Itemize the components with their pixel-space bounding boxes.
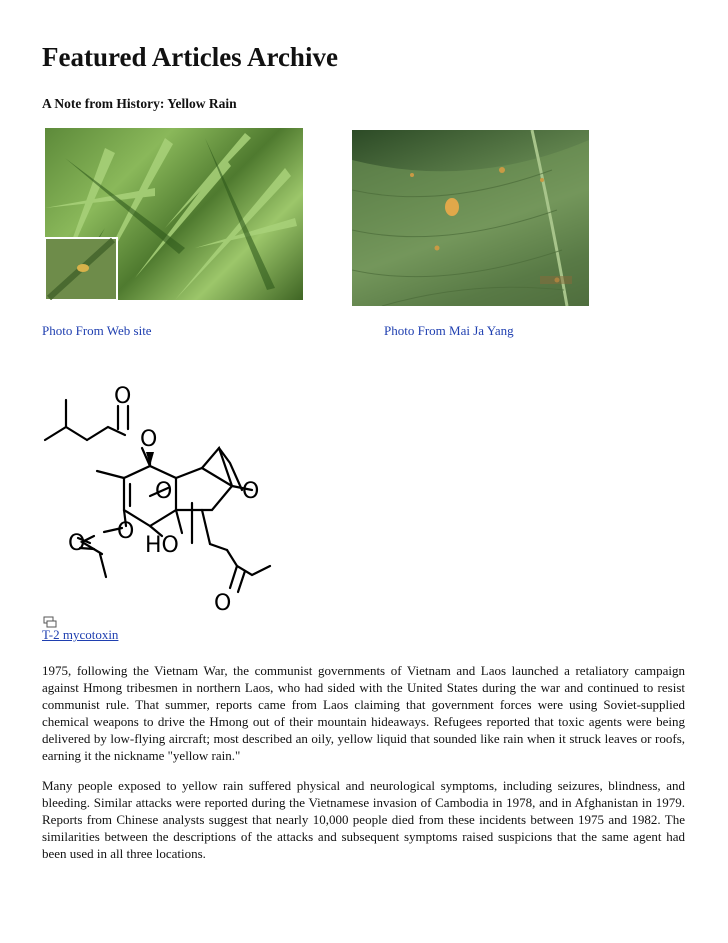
paragraph-1: 1975, following the Vietnam War, the communist governments of Vietnam and Laos launched a retaliatory campaign against Hmong tribesmen in northern Laos, who had sided with the United States during the war and continued to resist communist rule. That summer, reports came from Laos claiming that government forces were using Soviet-supplied chemical weapons to drive the Hmong out of their mountain hideaways. Refugees reported that toxic agents were being delivered by low-flying aircraft; most described an oily, yellow liquid that sounded like rain when it struck leaves or roofs, earning it the nickname "yellow rain." <box>42 663 685 763</box>
atom-label: O <box>214 591 232 616</box>
photo-caption-mai-ja-yang: Photo From Mai Ja Yang <box>384 323 514 338</box>
article-subtitle: A Note from History: Yellow Rain <box>42 96 237 111</box>
atom-label: O <box>117 519 135 544</box>
atom-label: O <box>140 427 158 452</box>
photo-caption-web: Photo From Web site <box>42 323 152 338</box>
atom-label: O <box>155 479 173 504</box>
atom-label: O <box>114 384 132 409</box>
paragraph-2: Many people exposed to yellow rain suffered physical and neurological symptoms, including seizures, blindness, and bleeding. Similar attacks were reported during the Vietnamese invasion of Cambodia in 1978, and in Afghanistan in 1979. Reports from Chinese analysts suggest that nearly 10,000 people died from these incidents between 1975 and 1982. The similarities between the descriptions of the attacks and subsequent symptoms raised suspicions that the same agent had been used in all three locations. <box>42 778 685 861</box>
t2-mycotoxin-link[interactable]: T-2 mycotoxin <box>42 627 119 642</box>
bamboo-leaves-photo <box>45 128 303 300</box>
atom-label: HO <box>145 533 179 558</box>
t2-mycotoxin-structure <box>42 378 302 618</box>
atom-label: O <box>68 531 86 556</box>
atom-label: O <box>242 479 260 504</box>
leaf-spots-photo <box>352 130 589 306</box>
page-title: Featured Articles Archive <box>42 42 338 72</box>
